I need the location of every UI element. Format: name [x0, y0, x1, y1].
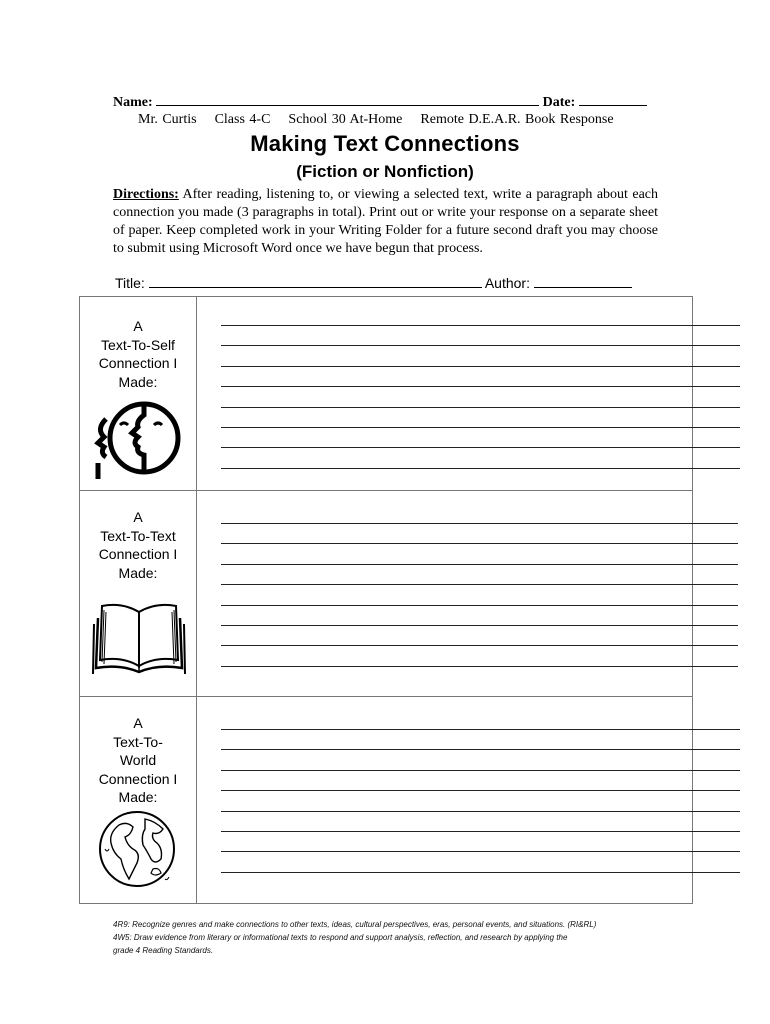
label-line: Made:	[118, 789, 158, 805]
writing-lines[interactable]	[221, 523, 738, 686]
writing-line	[221, 523, 738, 524]
writing-line	[221, 366, 740, 367]
writing-line	[221, 407, 740, 408]
connection-label-cell	[80, 697, 197, 904]
writing-line	[221, 625, 738, 626]
label-line: Text-To-	[113, 733, 163, 750]
label-line: Text-To-Text	[100, 527, 176, 544]
connection-label-cell	[80, 491, 197, 697]
title-label: Title:	[115, 275, 145, 291]
writing-line	[221, 345, 740, 346]
date-label: Date:	[542, 95, 576, 110]
standards-footer	[113, 918, 673, 957]
label-line: A	[133, 715, 143, 731]
writing-lines[interactable]	[221, 729, 740, 892]
directions-label: Directions:	[113, 187, 179, 202]
writing-line	[221, 543, 738, 544]
writing-line	[221, 811, 740, 812]
writing-line	[221, 729, 740, 730]
author-label: Author:	[484, 275, 530, 291]
open-book-icon	[92, 598, 186, 676]
label-line: A	[133, 509, 143, 525]
page-title: Making Text Connections	[250, 131, 520, 156]
label-line: Made:	[118, 564, 158, 581]
writing-line	[221, 325, 740, 326]
name-blank[interactable]	[156, 94, 539, 106]
label-line: Connection I	[98, 770, 178, 787]
writing-line	[221, 770, 740, 771]
two-faces-icon	[92, 395, 186, 481]
title-author-fields	[115, 275, 660, 291]
writing-line	[221, 386, 740, 387]
connections-table	[79, 296, 693, 904]
writing-line	[221, 605, 738, 606]
connection-label	[80, 317, 196, 391]
label-line: Made:	[118, 373, 158, 390]
writing-line	[221, 427, 740, 428]
writing-line	[221, 790, 740, 791]
writing-lines[interactable]	[221, 325, 740, 488]
connection-row-world	[80, 696, 692, 904]
globe-icon	[97, 809, 177, 889]
writing-line	[221, 851, 740, 852]
writing-line	[221, 831, 740, 832]
directions-text: After reading, listening to, or viewing a selected text, write a paragraph about each connection you made (3 paragraphs in total). Print out or write your response on a separate sheet of paper. Keep completed work in your Writing Folder for a future second draft you may choose to submit using Microsoft Word once we have begun that process.	[113, 187, 659, 256]
label-line: Text-To-Self	[101, 336, 175, 353]
writing-line	[221, 468, 740, 469]
page-subtitle: (Fiction or Nonfiction)	[296, 162, 474, 181]
label-line: World	[119, 752, 157, 768]
connection-label	[80, 714, 196, 807]
footer-line: 4R9: Recognize genres and make connections to other texts, ideas, cultural perspectives, eras, personal events, and situations. (RI&RL)	[113, 920, 597, 929]
connection-label	[80, 508, 196, 582]
header-name-date	[113, 94, 658, 111]
name-label: Name:	[113, 95, 153, 110]
connection-label-cell	[80, 297, 197, 490]
title-blank[interactable]	[149, 275, 482, 288]
writing-line	[221, 749, 740, 750]
writing-line	[221, 872, 740, 873]
writing-line	[221, 666, 738, 667]
writing-line	[221, 584, 738, 585]
author-blank[interactable]	[534, 275, 632, 288]
footer-line: grade 4 Reading Standards.	[113, 946, 214, 955]
class-info: Mr. Curtis Class 4-C School 30 At-Home Remote D.E.A.R. Book Response	[138, 112, 614, 127]
writing-line	[221, 564, 738, 565]
writing-line	[221, 447, 740, 448]
date-blank[interactable]	[579, 94, 647, 106]
connection-row-text	[80, 490, 692, 697]
connection-row-self	[80, 297, 692, 490]
footer-line: 4W5: Draw evidence from literary or informational texts to respond and support analysis, reflection, and research by applying the	[113, 933, 568, 942]
writing-line	[221, 645, 738, 646]
label-line: Connection I	[98, 355, 178, 371]
directions	[113, 186, 658, 258]
label-line: A	[133, 318, 143, 334]
label-line: Connection I	[98, 546, 178, 562]
